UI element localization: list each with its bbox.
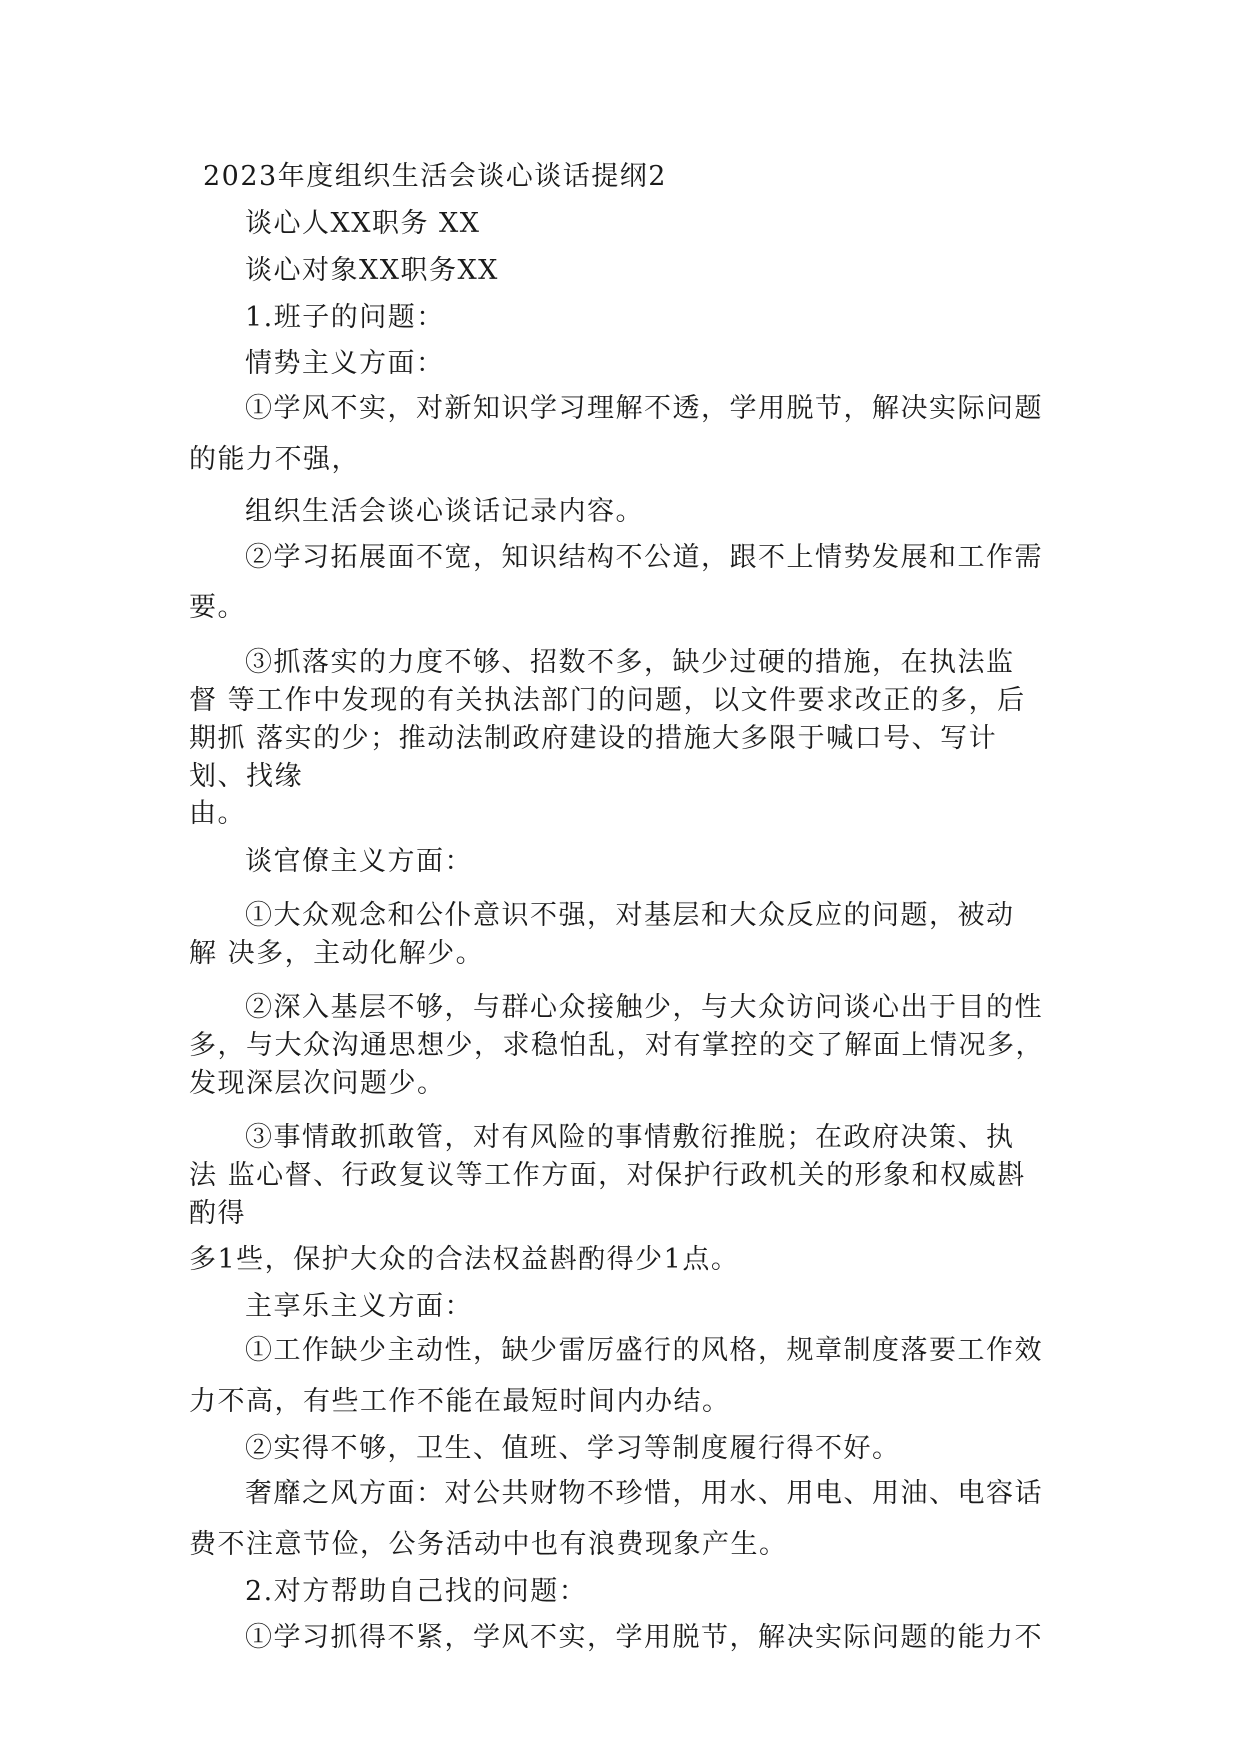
text-line-22: 法 监心督、行政复议等工作方面，对保护行政机关的形象和权威斟 [189, 1160, 1026, 1191]
text-line-31: 2.对方帮助自己找的问题： [245, 1576, 588, 1607]
text-line-8: ②学习拓展面不宽，知识结构不公道，跟不上情势发展和工作需 [245, 542, 1043, 573]
text-line-17: 解 决多，主动化解少。 [189, 938, 485, 969]
text-line-20: 发现深层次问题少。 [189, 1068, 446, 1099]
text-line-13: 划、找缘 [189, 761, 303, 792]
text-line-3: 1.班子的问题： [245, 302, 445, 333]
text-line-19: 多，与大众沟通思想少，求稳怕乱，对有掌控的交了解面上情况多， [189, 1030, 1044, 1061]
text-line-23: 酌得 [189, 1198, 246, 1229]
text-line-4: 情势主义方面： [245, 348, 445, 379]
text-line-10: ③抓落实的力度不够、招数不多，缺少过硬的措施，在执法监 [245, 647, 1015, 678]
text-line-14: 由。 [189, 798, 246, 829]
text-line-5: ①学风不实，对新知识学习理解不透，学用脱节，解决实际问题 [245, 393, 1043, 424]
document-title: 2023年度组织生活会谈心谈话提纲2 [203, 161, 667, 192]
text-line-9: 要。 [189, 592, 246, 623]
text-line-1: 谈心人XX职务 XX [245, 208, 481, 239]
text-line-27: 力不高，有些工作不能在最短时间内办结。 [189, 1386, 731, 1417]
text-line-25: 主享乐主义方面： [245, 1291, 473, 1322]
text-line-26: ①工作缺少主动性，缺少雷厉盛行的风格，规章制度落要工作效 [245, 1335, 1043, 1366]
text-line-12: 期抓 落实的少；推动法制政府建设的措施大多限于喊口号、写计 [189, 723, 998, 754]
text-line-32: ①学习抓得不紧，学风不实，学用脱节，解决实际问题的能力不 [245, 1622, 1043, 1653]
text-line-18: ②深入基层不够，与群心众接触少，与大众访问谈心出于目的性 [245, 992, 1043, 1023]
text-line-6: 的能力不强， [189, 444, 360, 475]
text-line-28: ②实得不够，卫生、值班、学习等制度履行得不好。 [245, 1433, 901, 1464]
text-line-21: ③事情敢抓敢管，对有风险的事情敷衍推脱；在政府决策、执 [245, 1122, 1015, 1153]
text-line-15: 谈官僚主义方面： [245, 846, 473, 877]
text-line-7: 组织生活会谈心谈话记录内容。 [245, 496, 644, 527]
text-line-11: 督 等工作中发现的有关执法部门的问题，以文件要求改正的多，后 [189, 685, 1026, 716]
text-line-24: 多1些，保护大众的合法权益斟酌得少1点。 [189, 1244, 740, 1275]
text-line-16: ①大众观念和公仆意识不强，对基层和大众反应的问题，被动 [245, 900, 1015, 931]
text-line-30: 费不注意节俭，公务活动中也有浪费现象产生。 [189, 1529, 788, 1560]
text-line-29: 奢靡之风方面：对公共财物不珍惜，用水、用电、用油、电容话 [245, 1478, 1043, 1509]
text-line-2: 谈心对象XX职务XX [245, 255, 499, 286]
